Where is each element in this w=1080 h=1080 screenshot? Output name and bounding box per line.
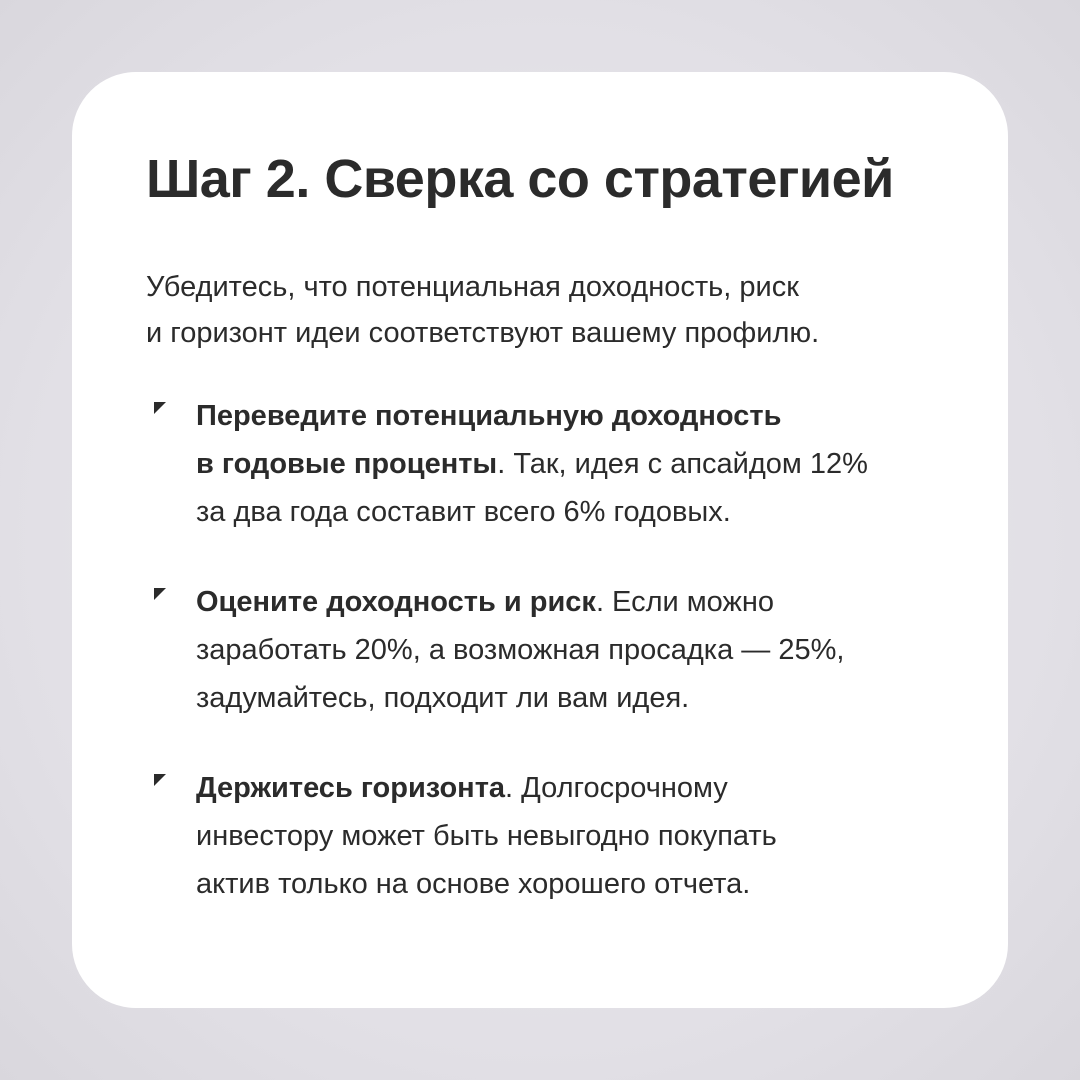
- list-item-rest: . Если можно: [595, 586, 775, 618]
- intro-line-1: Убедитесь, что потенциальная доходность, риск: [146, 271, 799, 303]
- list-item-bold: Переведите потенциальную доходность: [196, 400, 782, 432]
- triangle-bullet-icon: [154, 774, 166, 786]
- list-item-rest: за два года составит всего 6% годовых.: [196, 496, 731, 528]
- content-card: [72, 72, 1008, 1008]
- list-item-bold: Оцените доходность и риск: [196, 586, 596, 618]
- list-item-rest: задумайтесь, подходит ли вам идея.: [196, 682, 690, 714]
- list-item-rest: . Так, идея с апсайдом 12%: [497, 448, 868, 480]
- list-item-rest: . Долгосрочному: [505, 772, 728, 804]
- page-title: Шаг 2. Сверка со стратегией: [146, 149, 894, 209]
- list-item-rest: заработать 20%, а возможная просадка — 25%,: [196, 634, 845, 666]
- intro-line-2: и горизонт идеи соответствуют вашему профилю.: [146, 317, 820, 349]
- list-item-bold: Держитесь горизонта: [196, 772, 506, 804]
- list-item-rest: инвестору может быть невыгодно покупать: [196, 820, 777, 852]
- list-item-text: [196, 764, 916, 908]
- list-item-text: [196, 392, 916, 536]
- intro-paragraph: [146, 264, 926, 356]
- list-item-bold: в годовые проценты: [196, 448, 498, 480]
- list-item-text: [196, 578, 916, 722]
- triangle-bullet-icon: [154, 588, 166, 600]
- list-item-rest: актив только на основе хорошего отчета.: [196, 868, 751, 900]
- triangle-bullet-icon: [154, 402, 166, 414]
